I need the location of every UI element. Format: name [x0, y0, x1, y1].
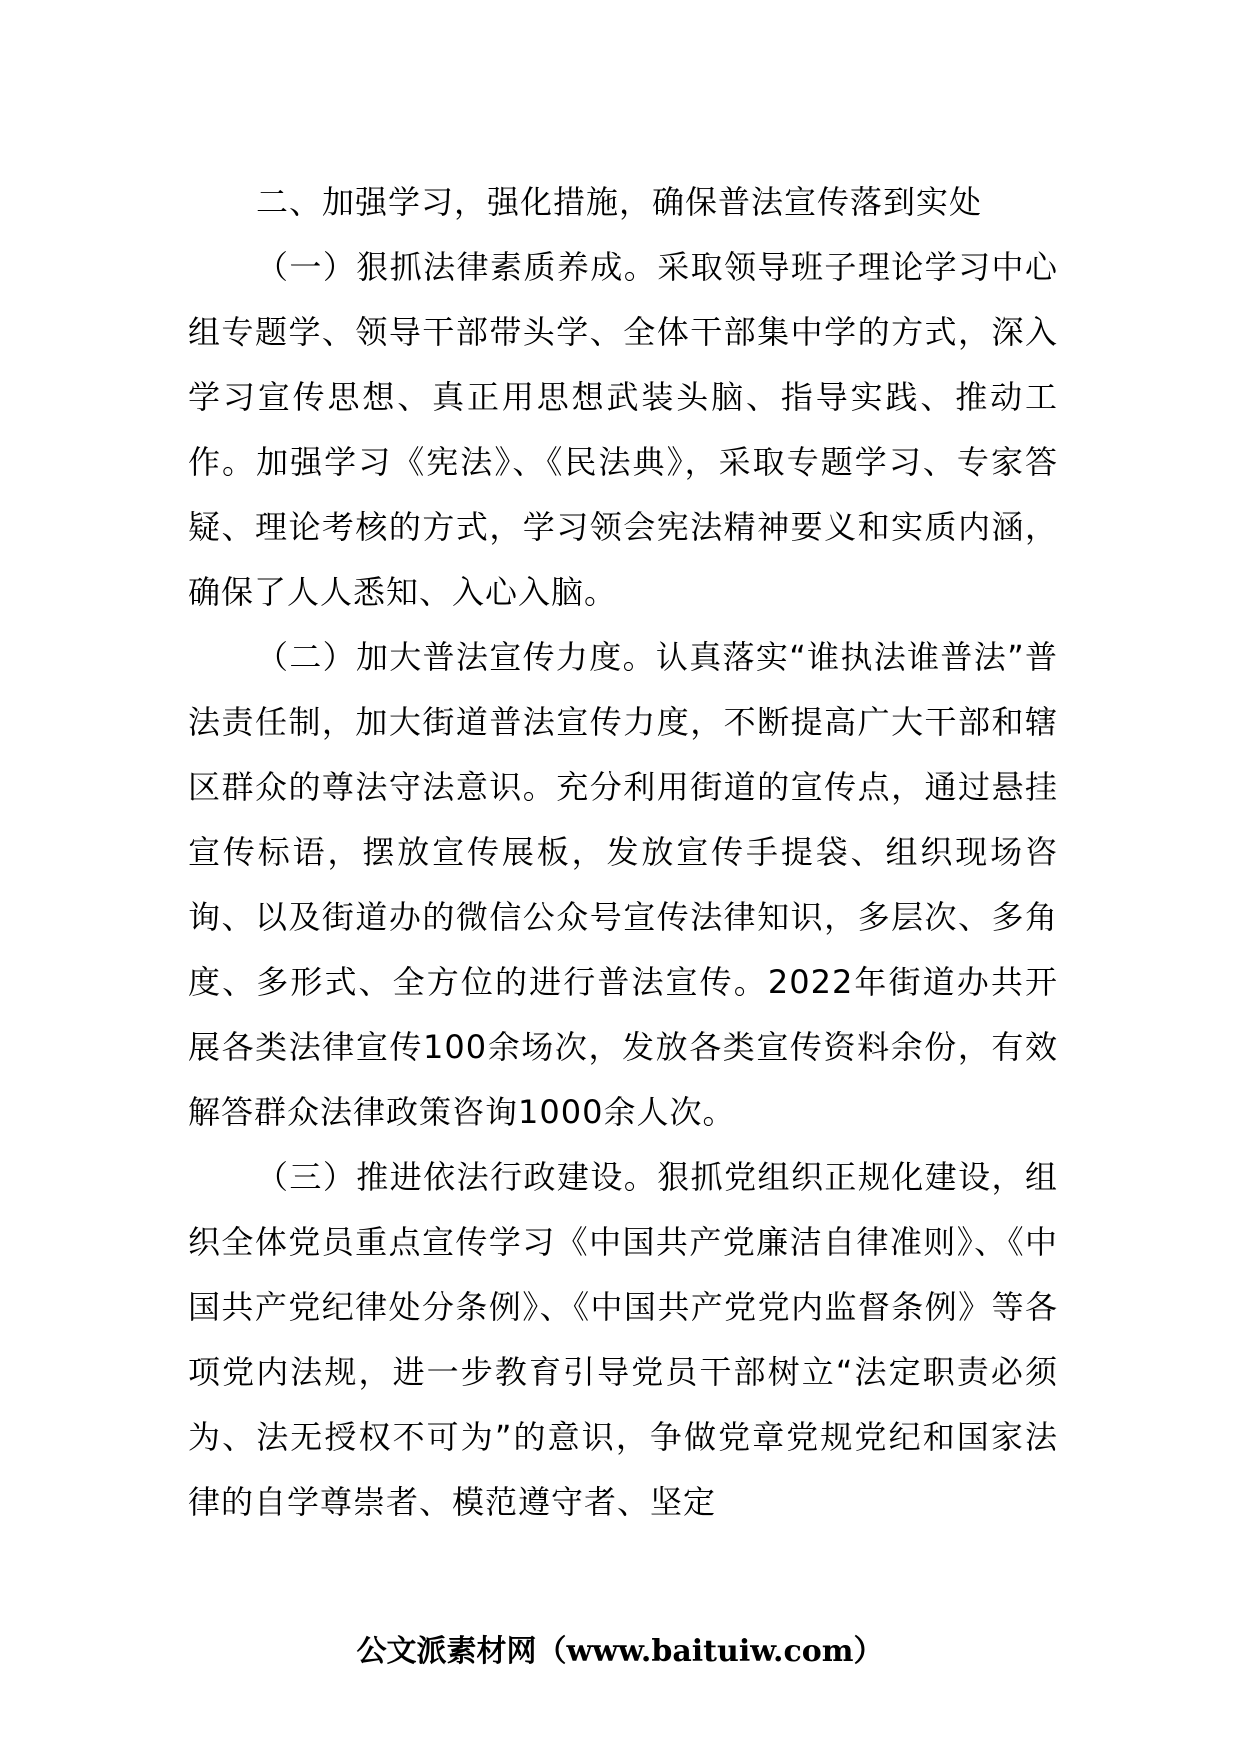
- footer-watermark-text: 公文派素材网（www.baituiw.com）: [356, 1634, 884, 1669]
- document-body: [188, 170, 1058, 1535]
- paragraph-2: （二）加大普法宣传力度。认真落实“谁执法谁普法”普法责任制，加大街道普法宣传力度，不断提高广大干部和辖区群众的尊法守法意识。充分利用街道的宣传点，通过悬挂宣传标语，摆放宣传展板，发放宣传手提袋、组织现场咨询、以及街道办的微信公众号宣传法律知识，多层次、多角度、多形式、全方位的进行普法宣传。2022年街道办共开展各类法律宣传100余场次，发放各类宣传资料余份，有效解答群众法律政策咨询1000余人次。: [188, 638, 1058, 1131]
- section-heading: 二、加强学习，强化措施，确保普法宣传落到实处: [256, 183, 983, 221]
- paragraph-3: （三）推进依法行政建设。狠抓党组织正规化建设，组织全体党员重点宣传学习《中国共产党廉洁自律准则》、《中国共产党纪律处分条例》、《中国共产党党内监督条例》等各项党内法规，进一步教育引导党员干部树立“法定职责必须为、法无授权不可为”的意识，争做党章党规党纪和国家法律的自学尊崇者、模范遵守者、坚定: [188, 1158, 1058, 1521]
- paragraph-1: （一）狠抓法律素质养成。采取领导班子理论学习中心组专题学、领导干部带头学、全体干部集中学的方式，深入学习宣传思想、真正用思想武装头脑、指导实践、推动工作。加强学习《宪法》、《民法典》，采取专题学习、专家答疑、理论考核的方式，学习领会宪法精神要义和实质内涵，确保了人人悉知、入心入脑。: [188, 248, 1058, 611]
